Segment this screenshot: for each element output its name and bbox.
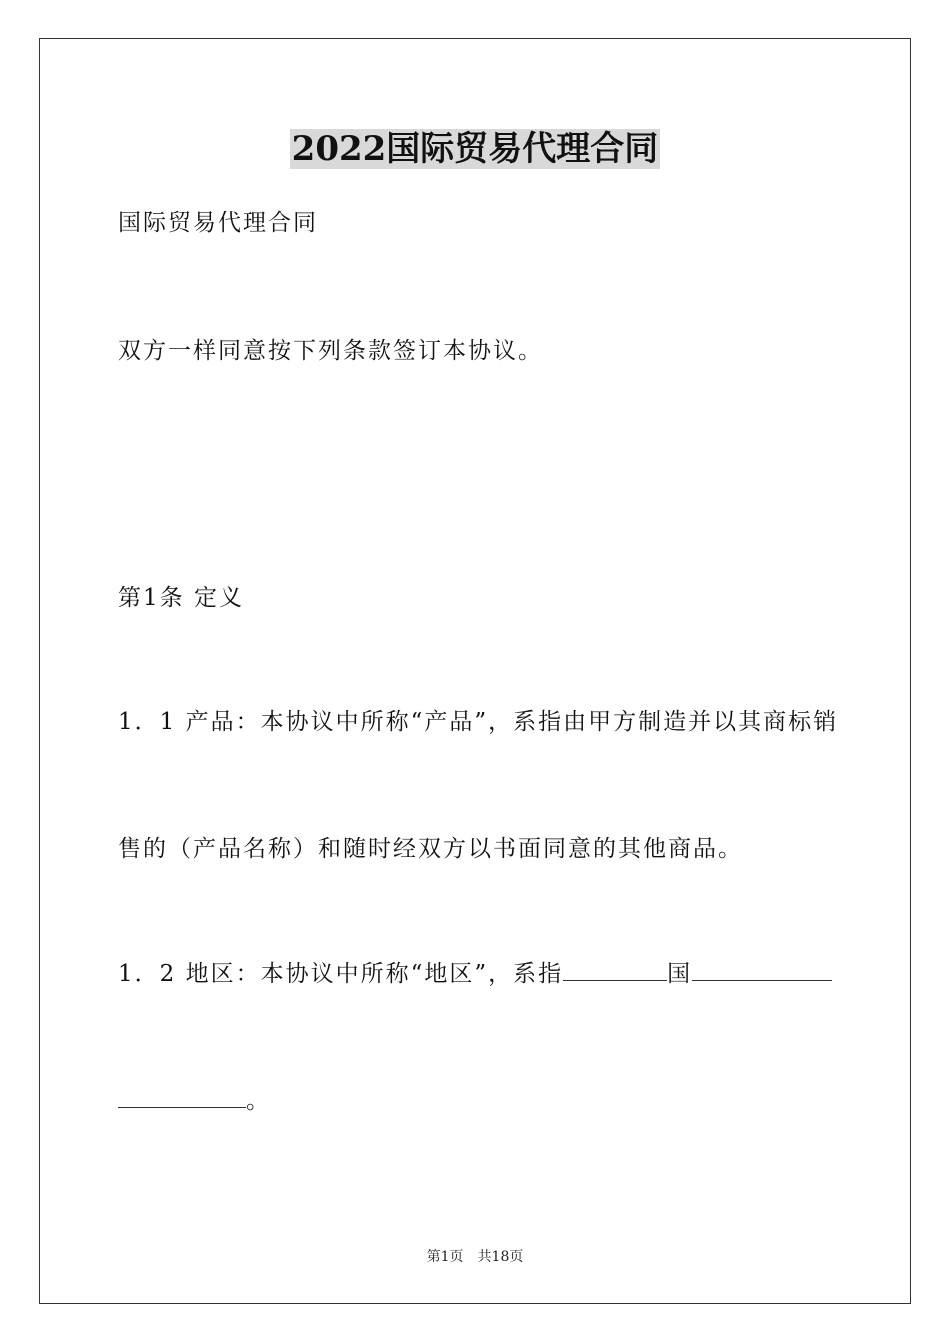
page-footer	[0, 1247, 950, 1267]
clause-1-2-line-1	[118, 958, 832, 989]
clause-1-1-line-1: 1．1 产品：本协议中所称“产品”，系指由甲方制造并以其商标销	[118, 709, 839, 735]
page-number-total: 共18页	[477, 1249, 524, 1265]
clause-1-2-country: 国	[667, 961, 693, 987]
page-number-current: 第1页	[426, 1249, 464, 1265]
document-title: 2022国际贸易代理合同	[291, 129, 659, 169]
document-subtitle: 国际贸易代理合同	[118, 210, 318, 236]
blank-field-country-detail	[692, 958, 832, 981]
clause-1-2-prefix: 1．2 地区：本协议中所称“地区”，系指	[118, 961, 564, 987]
clause-1-2-end: 。	[246, 1088, 271, 1114]
article-1-heading: 第1条 定义	[118, 585, 244, 611]
blank-field-region	[563, 958, 667, 981]
intro-paragraph: 双方一样同意按下列条款签订本协议。	[118, 338, 543, 364]
clause-1-2-line-2	[118, 1085, 271, 1116]
blank-field-continuation	[118, 1085, 246, 1108]
clause-1-1-line-2: 售的（产品名称）和随时经双方以书面同意的其他商品。	[118, 836, 743, 862]
